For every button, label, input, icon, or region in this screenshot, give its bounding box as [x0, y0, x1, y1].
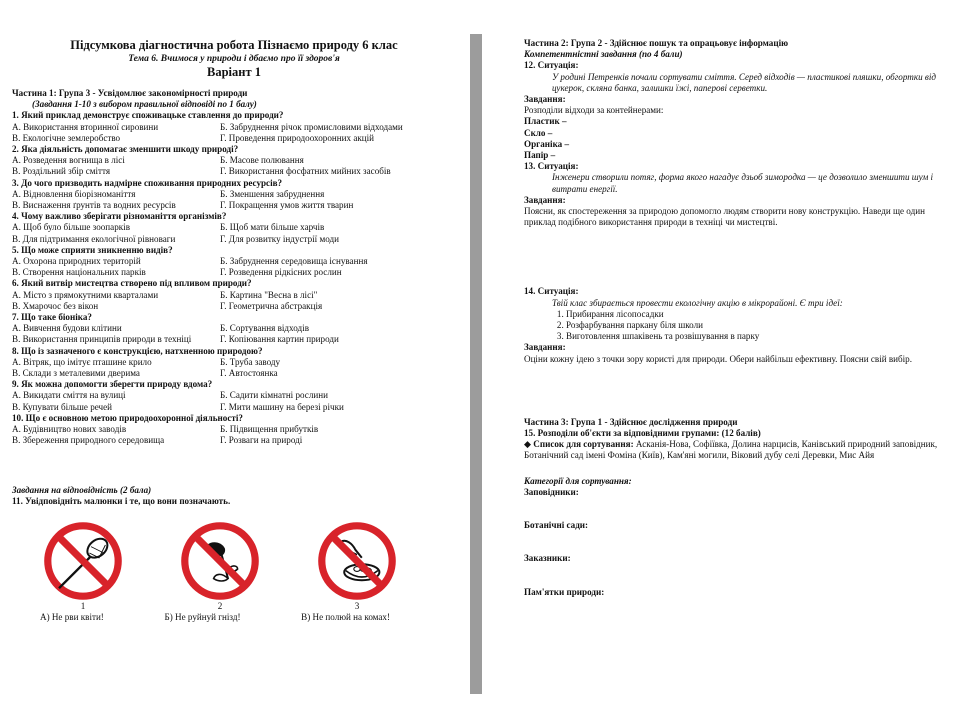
question-4: 4. Чому важливо зберігати різноманіття організмів?	[12, 211, 227, 222]
option-b: Б. Сортування відходів	[220, 323, 309, 334]
option-c: В. Виснаження ґрунтів та водних ресурсів	[12, 200, 176, 211]
icon-cell-1	[40, 521, 126, 612]
option-d: Г. Копіювання картин природи	[220, 334, 339, 345]
container-organic: Органіка –	[524, 138, 570, 149]
question-options	[12, 122, 456, 144]
container-paper: Папір –	[524, 150, 556, 161]
part2-heading: Частина 2: Група 2 - Здійснює пошук та опрацьовує інформацію	[524, 38, 789, 48]
icon-cell-2	[177, 521, 263, 612]
option-d: Г. Використання фосфатних мийних засобів	[220, 166, 391, 177]
option-a: А. Вітряк, що імітує пташине крило	[12, 356, 152, 367]
option-d: Г. Розваги на природі	[220, 435, 303, 446]
option-a: А. Будівництво нових заводів	[12, 424, 127, 435]
option-a: А. Охорона природних територій	[12, 256, 141, 267]
s15-list-block	[524, 439, 942, 461]
question-2: 2. Яка діяльність допомагає зменшити шкоду природі?	[12, 144, 239, 155]
icon-number-2: 2	[217, 600, 223, 611]
part2-note: Компетентністні завдання (по 4 бали)	[524, 49, 683, 60]
s15-title: 15. Розподіли об'єкти за відповідними групами: (12 балів)	[524, 428, 761, 439]
question-options	[12, 290, 456, 312]
question-1: 1. Який приклад демонструє споживацьке ставлення до природи?	[12, 110, 284, 121]
option-a: А. Вивчення будови клітини	[12, 323, 122, 334]
container-glass: Скло –	[524, 127, 553, 138]
s14-ideas-list	[524, 309, 942, 343]
left-page	[0, 0, 470, 720]
question-9: 9. Як можна допомогти зберегти природу вдома?	[12, 379, 213, 390]
caption-a: А) Не рви квіти!	[40, 611, 104, 622]
option-c: В. Роздільний збір сміття	[12, 166, 111, 177]
question-options	[12, 357, 456, 379]
option-b: Б. Щоб мати більше харчів	[220, 222, 325, 233]
option-b: Б. Масове полювання	[220, 155, 304, 166]
question-options	[12, 424, 456, 446]
option-b: Б. Садити кімнатні рослини	[220, 390, 328, 401]
s13-text: Інженери створили потяг, форма якого нагадує дзьоб зимородка — це дозволило зменшити шум і витрати енергії.	[552, 172, 934, 194]
category-sanctuaries: Заказники:	[524, 553, 571, 564]
option-c: В. Використання принципів природи в техніці	[12, 334, 192, 345]
variant-title: Варіант 1	[207, 65, 261, 79]
option-b: Б. Забруднення середовища існування	[220, 256, 368, 267]
right-page	[482, 0, 960, 720]
option-b: Б. Підвищення прибутків	[220, 424, 319, 435]
s13-task: Поясни, як спостереження за природою допомогло людям створити нову конструкцію. Наведи ще один приклад подібного використання природи в техніці чи мистецтві.	[524, 206, 925, 228]
category-natural-monuments: Пам'ятки природи:	[524, 586, 605, 597]
option-c: В. Екологічне землеробство	[12, 132, 121, 143]
part1-note: (Завдання 1-10 з вибором правильної відповіді по 1 балу)	[32, 99, 257, 110]
caption-b: Б) Не руйнуй гнізд!	[164, 611, 241, 622]
questions-list	[12, 110, 456, 446]
s14-text: Твій клас збирається провести екологічну акцію в мікрорайоні. Є три ідеї:	[552, 297, 843, 308]
question-3: 3. До чого призводить надмірне споживання природних ресурсів?	[12, 177, 283, 188]
question-options	[12, 390, 456, 412]
s12-task: Розподіли відходи за контейнерами:	[524, 105, 664, 116]
category-reserves: Заповідники:	[524, 486, 579, 497]
s13-title: 13. Ситуація:	[524, 161, 579, 172]
s14-idea: 3. Виготовлення шпаківень та розвішування в парку	[566, 331, 942, 342]
question-8: 8. Що із зазначеного є конструкцією, натхненною природою?	[12, 345, 263, 356]
task11-note: Завдання на відповідність (2 бала)	[12, 484, 152, 495]
butterfly-net-prohibited-icon	[43, 521, 123, 601]
s12-title: 12. Ситуація:	[524, 60, 579, 71]
caption-c: В) Не полюй на комах!	[301, 611, 390, 622]
option-b: Б. Труба заводу	[220, 356, 281, 367]
option-c: В. Для підтримання екологічної рівноваги	[12, 233, 176, 244]
s13-tasks-label: Завдання:	[524, 194, 566, 205]
hand-nest-prohibited-icon	[317, 521, 397, 601]
option-a: А. Місто з прямокутними кварталами	[12, 289, 159, 300]
option-c: В. Створення національних парків	[12, 267, 146, 278]
icon-cell-3	[314, 521, 400, 612]
icon-number-1: 1	[80, 600, 86, 611]
option-a: А. Викидати сміття на вулиці	[12, 390, 126, 401]
icon-number-3: 3	[354, 600, 360, 611]
option-c: В. Склади з металевими дверима	[12, 368, 140, 379]
option-b: Б. Картина "Весна в лісі"	[220, 289, 318, 300]
category-botanical-gardens: Ботанічні сади:	[524, 520, 589, 531]
question-options	[12, 256, 456, 278]
option-c: В. Збереження природного середовища	[12, 435, 165, 446]
question-options	[12, 323, 456, 345]
option-d: Г. Проведення природоохоронних акцій	[220, 132, 375, 143]
question-5: 5. Що може сприяти зникненню видів?	[12, 244, 173, 255]
s14-idea: 2. Розфарбування паркану біля школи	[566, 320, 942, 331]
option-b: Б. Зменшення забруднення	[220, 188, 325, 199]
s14-title: 14. Ситуація:	[524, 286, 579, 297]
page-title: Підсумкова діагностична робота Пізнаємо природу 6 клас	[70, 38, 398, 52]
question-options	[12, 155, 456, 177]
s14-tasks-label: Завдання:	[524, 342, 566, 353]
container-plastic: Пластик –	[524, 116, 567, 127]
option-c: В. Хмарочос без вікон	[12, 300, 99, 311]
option-c: В. Купувати більше речей	[12, 401, 113, 412]
option-a: А. Розведення вогнища в лісі	[12, 155, 125, 166]
task11-captions	[12, 612, 390, 622]
task11-title: 11. Увідповідніть малюнки і те, що вони позначають.	[12, 495, 231, 506]
question-7: 7. Що таке біоніка?	[12, 312, 92, 323]
option-d: Г. Автостоянка	[220, 368, 278, 379]
page-divider	[470, 34, 482, 694]
part3-heading: Частина 3: Група 1 - Здійснює дослідження природи	[524, 416, 738, 427]
option-a: А. Відновлення біорізноманіття	[12, 188, 136, 199]
option-d: Г. Геометрична абстракція	[220, 300, 323, 311]
question-options	[12, 189, 456, 211]
option-a: А. Використання вторинної сировини	[12, 121, 159, 132]
s12-tasks-label: Завдання:	[524, 94, 566, 105]
page-subtitle: Тема 6. Вчимося у природи і дбаємо про її здоров'я	[128, 54, 340, 64]
option-b: Б. Забруднення річок промисловими відходами	[220, 121, 403, 132]
s12-text: У родині Петренків почали сортувати сміття. Серед відходів — пластикові пляшки, обгортки від цукерок, скляна банка, залишки їжі, паперові серветки.	[552, 71, 936, 93]
s14-idea: 1. Прибирання лісопосадки	[566, 309, 942, 320]
option-d: Г. Розведення рідкісних рослин	[220, 267, 342, 278]
option-d: Г. Для розвитку індустрії моди	[220, 233, 339, 244]
s15-list: Асканія-Нова, Софіївка, Долина нарцисів, Канівський природний заповідник, Ботанічний сад імені Фоміна (Київ), Кам'яні могили, Віковий дубу селі Деревки, Мис Айя	[524, 439, 938, 461]
option-a: А. Щоб було більше зоопарків	[12, 222, 130, 233]
flower-picking-prohibited-icon	[180, 521, 260, 601]
s15-categories-label: Категорії для сортування:	[524, 475, 632, 486]
part1-heading: Частина 1: Група 3 - Усвідомлює закономірності природи	[12, 88, 248, 98]
s14-task: Оціни кожну ідею з точки зору користі для природи. Обери найбільш ефективну. Поясни свій вибір.	[524, 353, 913, 364]
s15-list-label: ◆ Список для сортування:	[524, 439, 634, 450]
question-10: 10. Що є основною метою природоохоронної діяльності?	[12, 412, 243, 423]
question-6: 6. Який витвір мистецтва створено під впливом природи?	[12, 278, 252, 289]
option-d: Г. Мити машину на березі річки	[220, 401, 344, 412]
option-d: Г. Покращення умов життя тварин	[220, 200, 354, 211]
question-options	[12, 222, 456, 244]
task11-icons	[12, 521, 400, 612]
